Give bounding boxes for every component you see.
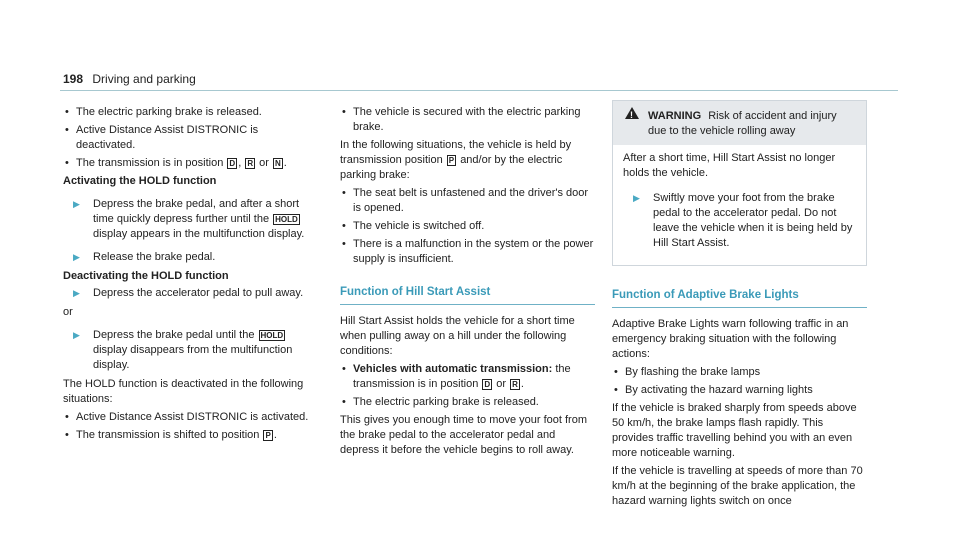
list-item: • The seat belt is unfastened and the driver's door is opened. [340,186,595,216]
section-title: Driving and parking [92,72,196,86]
deactivating-heading: Deactivating the HOLD function [63,270,229,282]
list-item: • By flashing the brake lamps [612,365,867,380]
column-3 [612,102,867,509]
header-divider [60,90,898,91]
list-item: • By activating the hazard warning lights [612,383,867,398]
paragraph: If the vehicle is braked sharply from speeds above 50 km/h, the brake lamps flash rapidly. This provides traffic travelling behind you with an even more noticeable warning. [612,402,857,459]
section-heading-hill-start-assist: Function of Hill Start Assist [340,286,491,298]
list-item: • There is a malfunction in the system or the power supply is insufficient. [340,237,595,267]
gear-r-symbol: R [247,159,254,168]
section-divider [612,307,867,308]
warning-action: ▶ Swiftly move your foot from the brake pedal to the accelerator pedal. Do not leave the vehicle when it is being held by Hill Start Assist. [623,191,856,251]
section-heading-adaptive-brake-lights: Function of Adaptive Brake Lights [612,289,799,301]
list-item-text: The transmission is shifted to position [76,429,260,441]
instruction-step: ▶ Release the brake pedal. [63,250,318,265]
activating-heading: Activating the HOLD function [63,175,217,187]
list-item: • Active Distance Assist DISTRONIC is deactivated. [63,123,318,153]
warning-title: Risk of accident and injury due to the vehicle rolling away [648,110,837,137]
gear-d-symbol: D [229,159,236,168]
warning-icon [625,107,639,119]
list-item: • Active Distance Assist DISTRONIC is activated. [63,410,318,425]
page-number: 198 [63,72,84,86]
condition-text: the transmission is in position [353,363,571,390]
warning-body [613,145,866,265]
warning-box [612,100,867,266]
paragraph: If the vehicle is travelling at speeds of more than 70 km/h at the beginning of the brake application, the hazard warning lights switch on once [612,465,863,507]
list-item [63,428,318,443]
period: . [273,429,277,441]
gear-r-symbol: R [512,380,518,389]
instruction-step [63,328,318,373]
list-item: • The vehicle is secured with the electric parking brake. [340,105,595,135]
column-1 [63,102,318,446]
paragraph-text: and/or by the electric parking brake: [340,154,563,181]
paragraph: The HOLD function is deactivated in the following situations: [63,378,304,405]
paragraph: This gives you enough time to move your foot from the brake pedal to the accelerator pedal and depress it before the vehicle begins to roll away. [340,414,588,456]
warning-header [613,101,866,145]
period: . [520,378,524,390]
list-item: • The vehicle is switched off. [340,219,595,234]
list-item: • The electric parking brake is released. [340,395,595,410]
list-item [63,156,318,171]
comma: , [238,157,242,169]
gear-d-symbol: D [484,380,491,389]
period: . [283,157,287,169]
instruction-step [63,197,318,242]
paragraph: Adaptive Brake Lights warn following traffic in an emergency braking situation with the following actions: [612,318,849,360]
list-item [340,362,595,392]
warning-label: WARNING [648,110,702,122]
condition-label: Vehicles with automatic transmission: [353,363,553,375]
section-divider [340,304,595,305]
gear-p-symbol: P [265,431,271,440]
paragraph-text: In the following situations, the vehicle is held by transmission position [340,139,572,166]
step-text: display appears in the multifunction display. [93,228,305,240]
list-item-text: The transmission is in position [76,157,224,169]
step-text: Depress the brake pedal until the [93,329,255,341]
column-2 [340,102,595,458]
or-text: or [259,157,269,169]
list-item: • The electric parking brake is released. [63,105,318,120]
warning-text: After a short time, Hill Start Assist no longer holds the vehicle. [623,152,836,179]
or-text: or [496,378,507,390]
instruction-step: ▶ Depress the accelerator pedal to pull away. [63,286,318,301]
step-text: Depress the brake pedal, and after a short time quickly depress further until the [93,198,300,225]
step-text: display disappears from the multifunction display. [93,344,293,371]
page-header [63,72,196,86]
hold-symbol: HOLD [275,215,298,224]
hold-symbol: HOLD [260,331,284,340]
paragraph [340,138,595,183]
paragraph: Hill Start Assist holds the vehicle for a short time when pulling away on a hill under the following conditions: [340,315,575,357]
gear-p-symbol: P [448,156,455,165]
or-text: or [63,306,73,318]
gear-n-symbol: N [275,159,281,168]
